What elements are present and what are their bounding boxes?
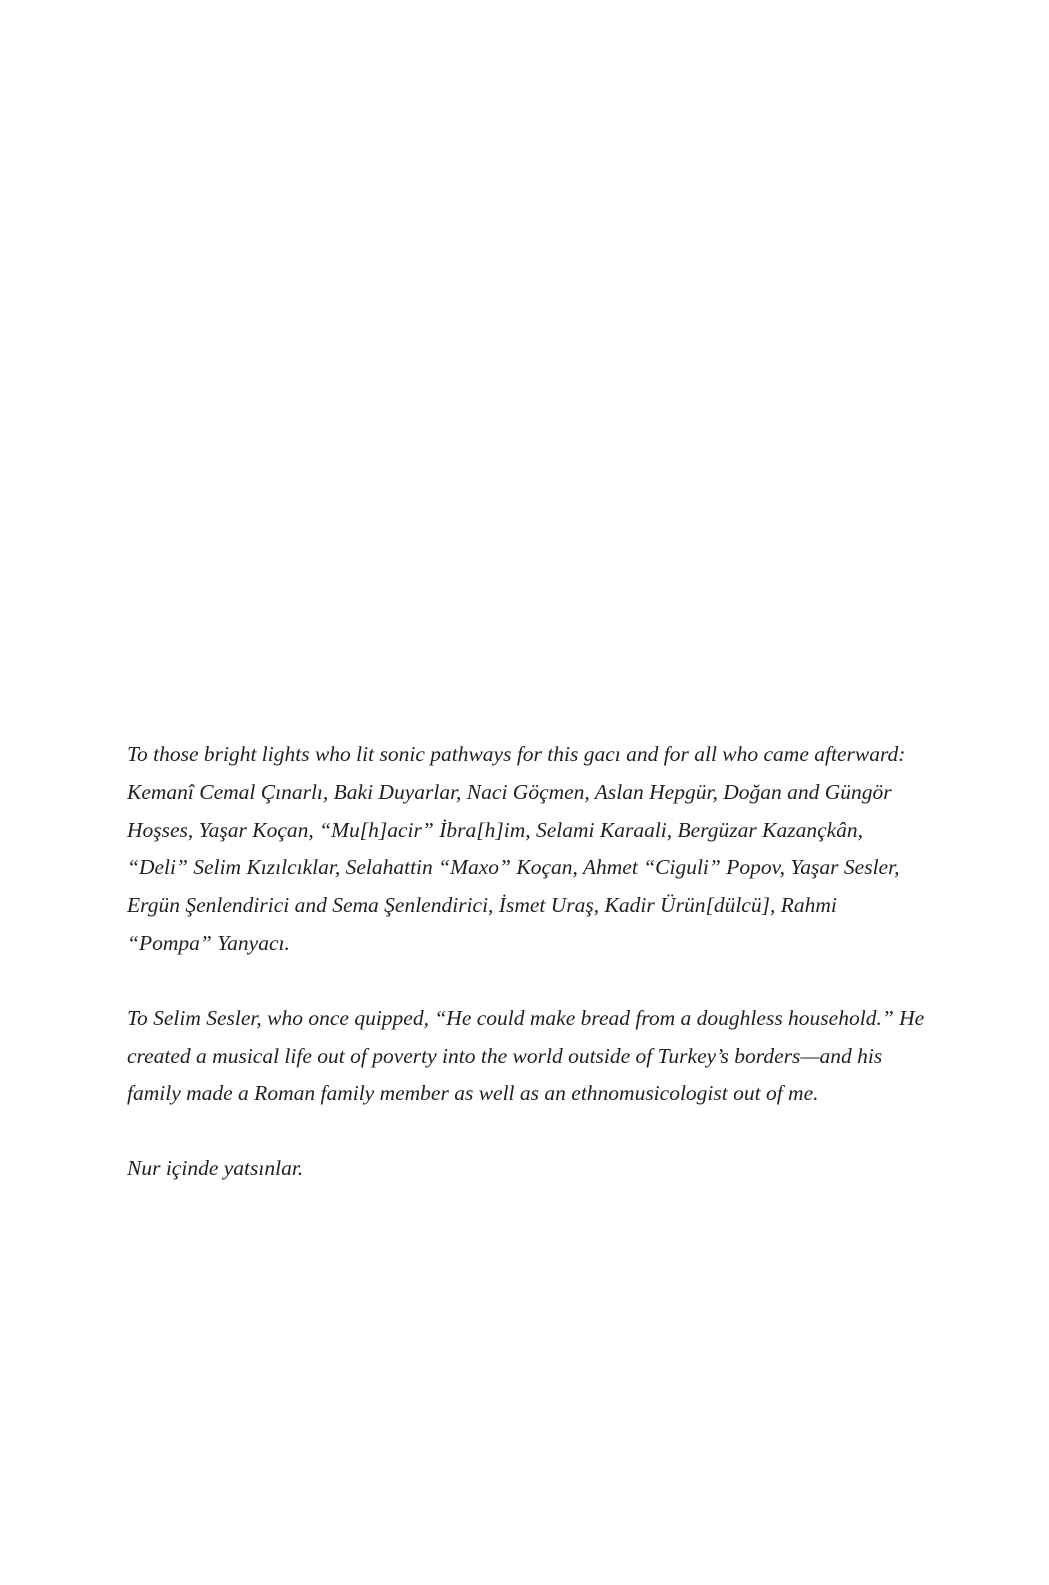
dedication-paragraph-tribute: To those bright lights who lit sonic pathways for this gacı and for all who came afterward: Kemanî Cemal Çınarlı, Baki Duyarlar, Naci Göçmen, Aslan Hepgür, Doğan and Güngör Hoşses, Yaşar Koçan, “Mu[h]acir” İbra[h]im, Selami Karaali, Bergüzar Kazançkân, “Deli” Selim Kızılcıklar, Selahattin “Maxo” Koçan, Ahmet “Ciguli” Popov, Yaşar Sesler, Ergün Şenlendirici and Sema Şenlendirici, İsmet Uraş, Kadir Ürün[dülcü], Rahmi “Pompa” Yanyacı. <box>127 742 906 955</box>
dedication-text <box>127 736 927 1188</box>
dedication-paragraph-closing: Nur içinde yatsınlar. <box>127 1156 304 1181</box>
dedication-paragraph-selim-sesler: To Selim Sesler, who once quipped, “He could make bread from a doughless household.” He created a musical life out of poverty into the world outside of Turkey’s borders—and his family made a Roman family member as well as an ethnomusicologist out of me. <box>127 1005 925 1106</box>
